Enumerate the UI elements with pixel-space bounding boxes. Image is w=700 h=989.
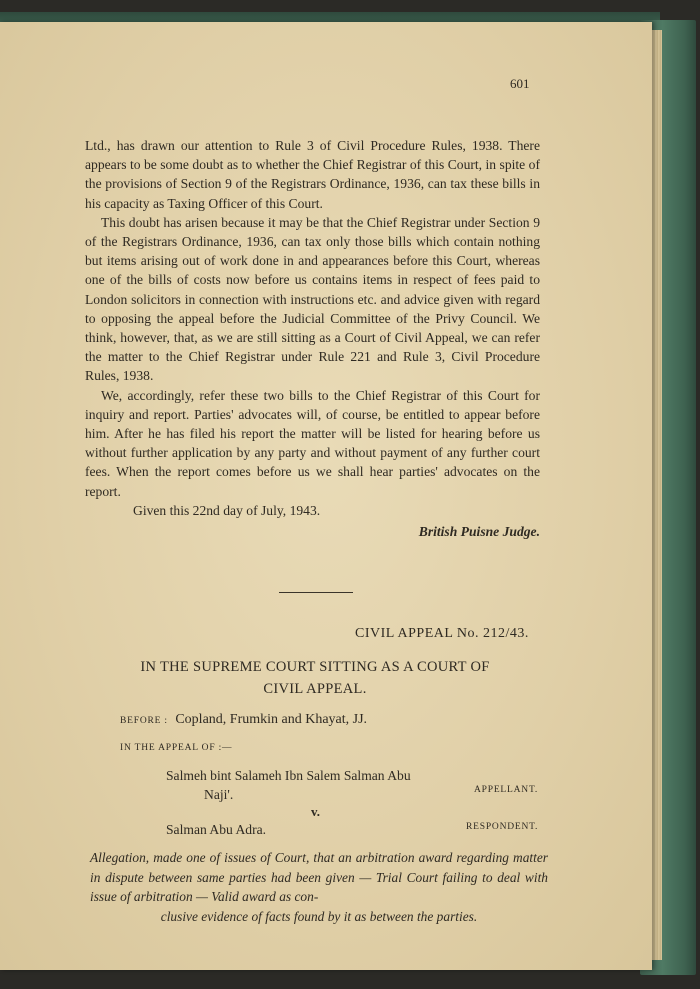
appellant-name [166, 766, 466, 804]
appellant-name-line-1: Salmeh bint Salameh Ibn Salem Salman Abu [166, 768, 411, 783]
paragraph-1: Ltd., has drawn our attention to Rule 3 of Civil Procedure Rules, 1938. There appears to be some doubt as to whether the Chief Registrar of this Court, in spite of the provisions of Section 9 of the Registrars Ordinance, 1936, can tax these bills in his capacity as Taxing Officer of this Court. [85, 138, 540, 211]
headnote-main: Allegation, made one of issues of Court, that an arbitration award regarding matter in dispute between same parties had been given — Trial Court failing to deal with issue of arbitration — Valid award as con- [90, 850, 548, 904]
appellant-name-line-2: Naji'. [204, 787, 234, 802]
versus: v. [311, 804, 321, 819]
court-heading [100, 656, 530, 700]
appeal-number: CIVIL APPEAL No. 212/43. [355, 626, 529, 641]
before-line [120, 712, 367, 728]
book-page [0, 22, 652, 970]
page-number: 601 [510, 76, 530, 91]
respondent-label: RESPONDENT. [466, 822, 539, 832]
respondent-name: Salman Abu Adra. [166, 822, 267, 837]
section-divider [279, 592, 353, 593]
court-heading-line-1: IN THE SUPREME COURT SITTING AS A COURT OF [140, 659, 490, 675]
paragraph-3: We, accordingly, refer these two bills to the Chief Registrar of this Court for inquiry and report. Parties' advocates will, of course, be entitled to appear before him. After he has filed his report the matter will be listed for hearing before us without further application by any party and without payment of any further court fees. When the report comes before us we shall hear parties' advocates on the report. [85, 387, 540, 499]
court-heading-line-2: CIVIL APPEAL. [263, 681, 367, 697]
headnote-last-line: clusive evidence of facts found by it as between the parties. [160, 908, 478, 924]
paragraph-2: This doubt has arisen because it may be that the Chief Registrar under Section 9 of the Registrars Ordinance, 1936, can tax only those bills which contain nothing but items arising out of work done in and appearances before this Court, whereas one of the bills of costs now before us contains items in respect of fees paid to London solicitors in connection with instructions etc. and advice given with regard to opposing the appeal before the Judicial Committee of the Privy Council. We think, however, that, as we are still sitting as a Court of Civil Appeal, we can refer the matter to the Chief Registrar under Rule 221 and Rule 3, Civil Procedure Rules, 1938. [85, 214, 540, 384]
before-label: BEFORE : [120, 716, 168, 726]
headnote [90, 848, 548, 926]
judgment-text [85, 136, 540, 541]
judge-signature: British Puisne Judge. [418, 524, 540, 540]
in-appeal-label: IN THE APPEAL OF :— [120, 743, 233, 753]
judges-names: Copland, Frumkin and Khayat, JJ. [175, 712, 368, 727]
given-date-line: Given this 22nd day of July, 1943. [133, 502, 321, 518]
appellant-label: APPELLANT. [474, 785, 539, 795]
